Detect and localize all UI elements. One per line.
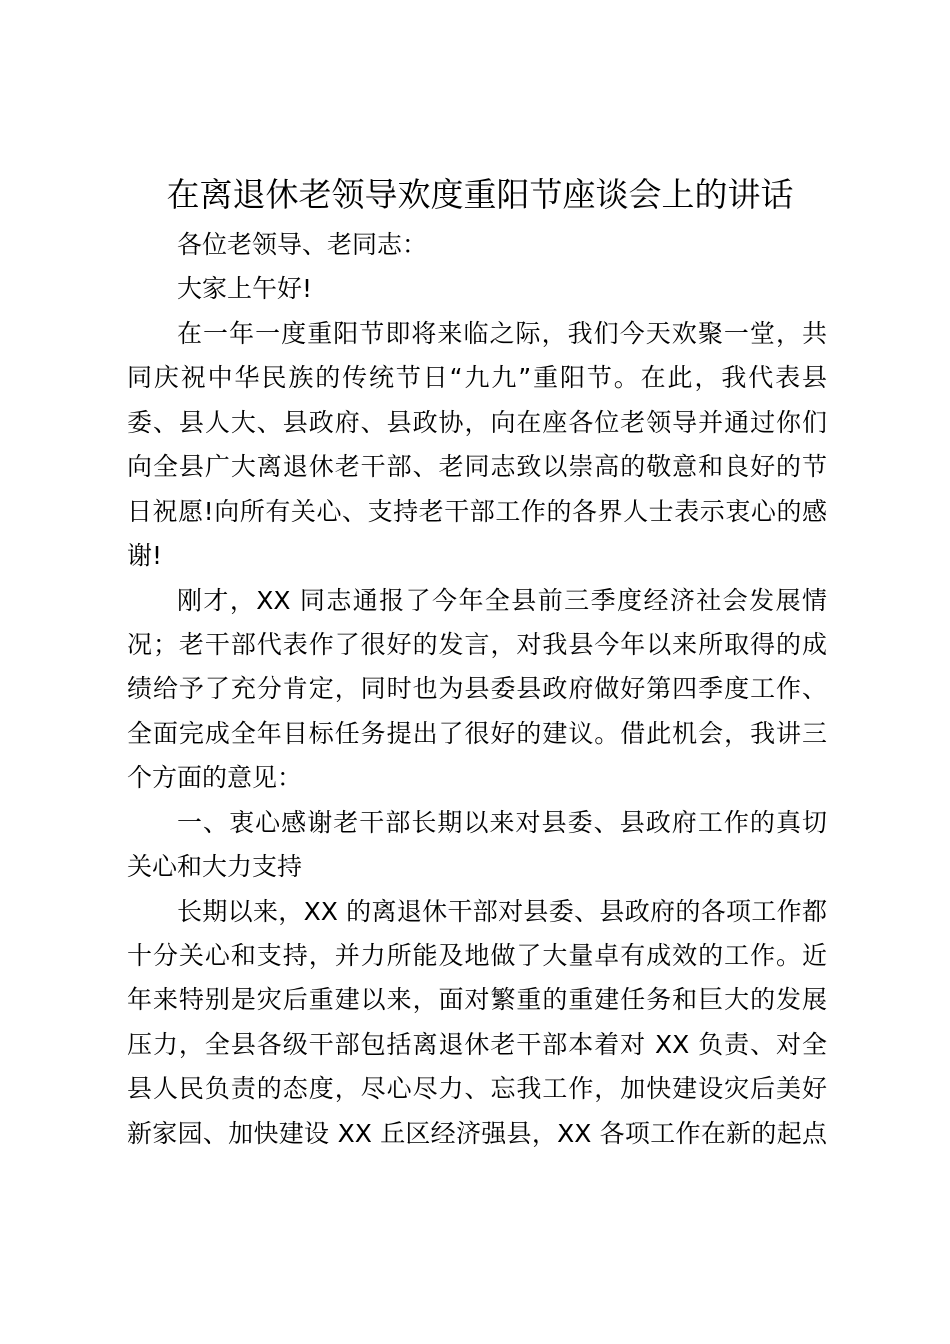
text-line: 谢! — [127, 541, 163, 571]
paragraph-3 — [127, 890, 827, 1157]
text-line: 同庆祝中华民族的传统节日“九九”重阳节。在此，我代表县 — [127, 363, 827, 393]
text-line: 县人民负责的态度，尽心尽力、忘我工作，加快建设灾后美好 — [127, 1074, 827, 1104]
text-line: 况；老干部代表作了很好的发言，对我县今年以来所取得的成 — [127, 629, 827, 659]
text-line: 日祝愿!向所有关心、支持老干部工作的各界人士表示衷心的感 — [127, 496, 827, 526]
text-line: 在一年一度重阳节即将来临之际，我们今天欢聚一堂，共 — [177, 318, 827, 348]
text-line: 绩给予了充分肯定，同时也为县委县政府做好第四季度工作、 — [127, 674, 827, 704]
text-line: 年来特别是灾后重建以来，面对繁重的重建任务和巨大的发展 — [127, 985, 827, 1015]
section-heading-1 — [127, 801, 827, 890]
paragraph-2 — [127, 579, 827, 801]
text-line: 压力，全县各级干部包括离退休老干部本着对 XX 负责、对全 — [127, 1029, 827, 1059]
text-line: 向全县广大离退休老干部、老同志致以崇高的敬意和良好的节 — [127, 452, 827, 482]
paragraph-1 — [127, 312, 827, 579]
document-body — [127, 223, 827, 1156]
document-title: 在离退休老领导欢度重阳节座谈会上的讲话 — [166, 175, 794, 214]
text-line: 关心和大力支持 — [127, 852, 303, 882]
text-line: 一、衷心感谢老干部长期以来对县委、县政府工作的真切 — [177, 807, 827, 837]
salutation: 各位老领导、老同志： — [177, 230, 428, 259]
text-line: 十分关心和支持，并力所能及地做了大量卓有成效的工作。近 — [127, 941, 827, 970]
text-line: 全面完成全年目标任务提出了很好的建议。借此机会，我讲三 — [127, 718, 827, 748]
text-line: 个方面的意见： — [127, 763, 303, 793]
greeting: 大家上午好! — [177, 274, 313, 304]
text-line: 长期以来，XX 的离退休干部对县委、县政府的各项工作都 — [177, 896, 827, 926]
text-line: 刚才，XX 同志通报了今年全县前三季度经济社会发展情 — [177, 585, 827, 615]
text-line: 新家园、加快建设 XX 丘区经济强县，XX 各项工作在新的起点 — [127, 1118, 827, 1148]
text-line: 委、县人大、县政府、县政协，向在座各位老领导并通过你们 — [127, 407, 827, 437]
